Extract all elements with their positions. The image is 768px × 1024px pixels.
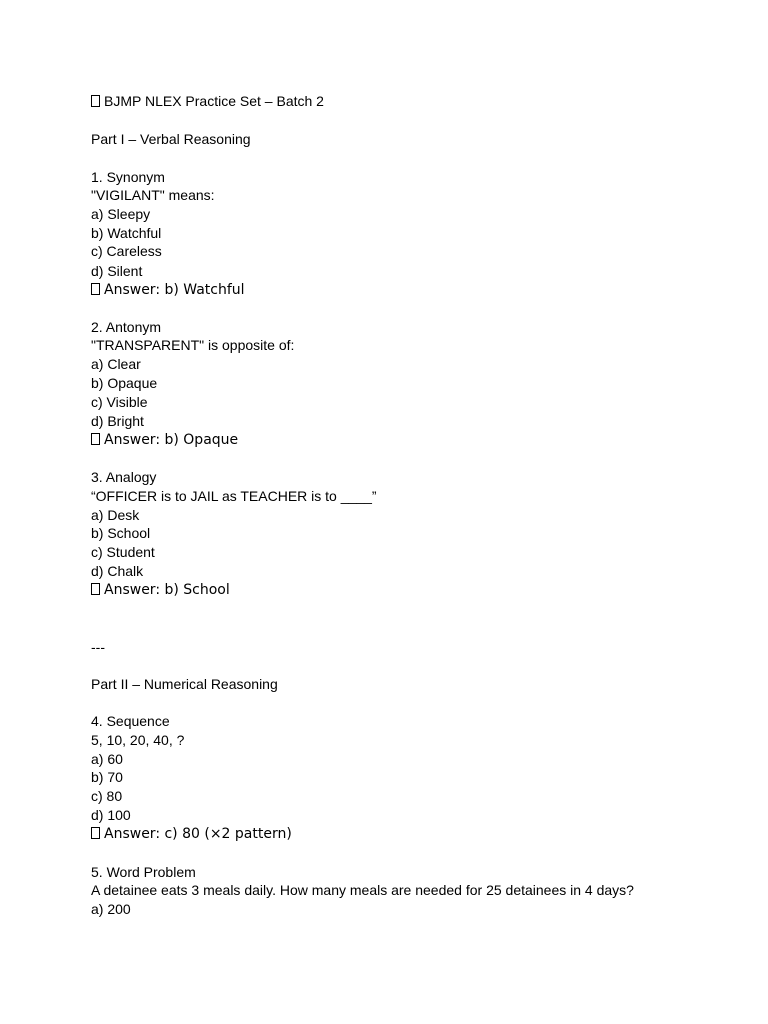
q2-label: 2. Antonym (91, 319, 162, 335)
q1-answer: Answer: b) Watchful (104, 282, 245, 298)
missing-glyph-icon (91, 583, 100, 595)
missing-glyph-icon (91, 95, 100, 107)
q4-option-a: a) 60 (91, 751, 123, 767)
q2-answer: Answer: b) Opaque (104, 432, 239, 448)
q3-option-d: d) Chalk (91, 563, 144, 579)
q1-option-c: c) Careless (91, 243, 162, 259)
q1-option-b: b) Watchful (91, 225, 162, 241)
section-separator: --- (91, 639, 105, 655)
q5-prompt: A detainee eats 3 meals daily. How many meals are needed for 25 detainees in 4 days? (91, 882, 634, 898)
q2-option-b: b) Opaque (91, 375, 158, 391)
q3-answer-line (91, 580, 230, 599)
q5-label: 5. Word Problem (91, 864, 196, 880)
q2-option-d: d) Bright (91, 413, 144, 429)
q4-answer: Answer: c) 80 (×2 pattern) (104, 826, 292, 842)
missing-glyph-icon (91, 283, 100, 295)
q3-prompt: “OFFICER is to JAIL as TEACHER is to ____” (91, 488, 377, 504)
q3-option-b: b) School (91, 525, 151, 541)
q4-answer-line (91, 824, 292, 843)
q1-option-d: d) Silent (91, 263, 143, 279)
q1-label: 1. Synonym (91, 169, 165, 185)
q4-option-b: b) 70 (91, 769, 123, 785)
q4-prompt: 5, 10, 20, 40, ? (91, 732, 185, 748)
q2-prompt: "TRANSPARENT" is opposite of: (91, 337, 295, 353)
missing-glyph-icon (91, 433, 100, 445)
missing-glyph-icon (91, 827, 100, 839)
q3-label: 3. Analogy (91, 469, 157, 485)
document-title-line (91, 92, 324, 110)
q1-prompt: "VIGILANT" means: (91, 187, 215, 203)
q2-option-a: a) Clear (91, 356, 141, 372)
document-title: BJMP NLEX Practice Set – Batch 2 (104, 93, 324, 109)
q2-option-c: c) Visible (91, 394, 148, 410)
q3-answer: Answer: b) School (104, 582, 230, 598)
q3-option-c: c) Student (91, 544, 155, 560)
q2-answer-line (91, 430, 238, 449)
q4-option-c: c) 80 (91, 788, 123, 804)
q3-option-a: a) Desk (91, 507, 140, 523)
q1-answer-line (91, 280, 245, 299)
q1-option-a: a) Sleepy (91, 206, 151, 222)
part2-heading: Part II – Numerical Reasoning (91, 676, 278, 692)
q5-option-a: a) 200 (91, 901, 131, 917)
part1-heading: Part I – Verbal Reasoning (91, 131, 251, 147)
q4-option-d: d) 100 (91, 807, 131, 823)
q4-label: 4. Sequence (91, 713, 170, 729)
